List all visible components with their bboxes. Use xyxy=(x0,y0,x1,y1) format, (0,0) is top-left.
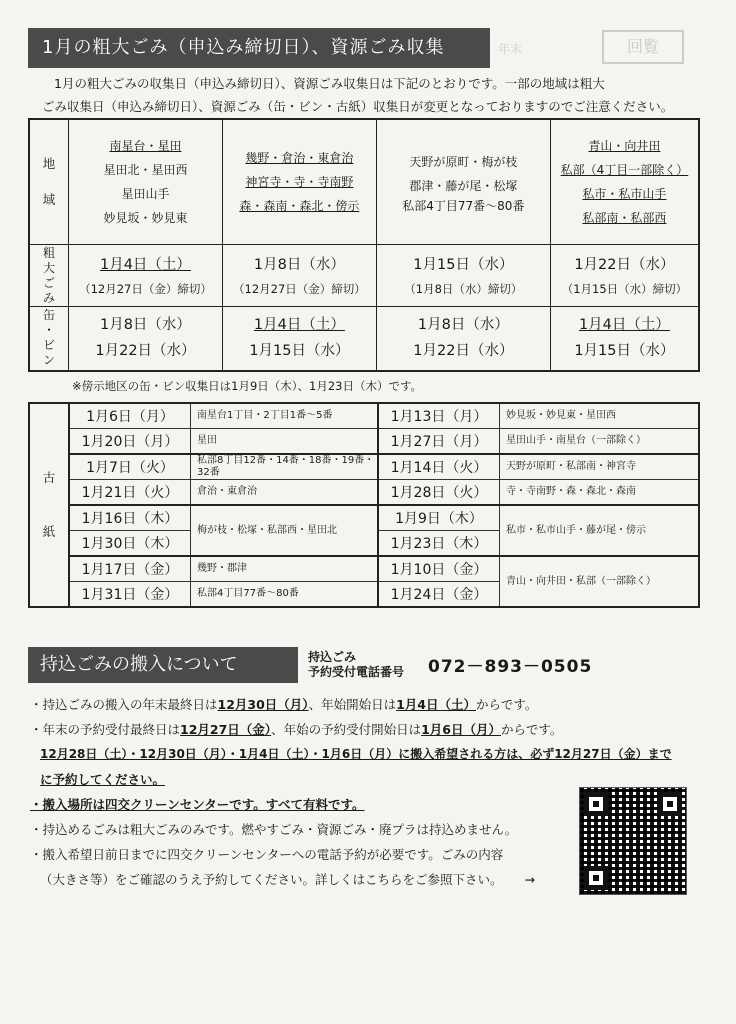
intro-line: ごみ収集日（申込み締切日）、資源ごみ（缶・ビン・古紙）収集日が変更となっておりますのでご注意ください。 xyxy=(42,99,674,114)
koshi-date: 1月6日（月） xyxy=(69,403,191,429)
bullet-item xyxy=(30,717,710,742)
can-cell xyxy=(69,307,223,371)
sodai-deadline: （1月8日（水）締切） xyxy=(404,281,523,296)
can-cell xyxy=(550,307,699,371)
koshi-date: 1月28日（火） xyxy=(378,480,500,506)
qr-finder xyxy=(658,792,682,816)
row-label-can: 缶 ・ ビ ン xyxy=(29,307,69,371)
bullet-item: ・搬入場所は四交クリーンセンターです。すべて有料です。 xyxy=(30,797,365,812)
can-date: 1月15日（水） xyxy=(249,343,350,360)
qr-code[interactable] xyxy=(579,787,687,895)
koshi-date: 1月24日（金） xyxy=(378,582,500,608)
area-name: 私部4丁目77番～80番 xyxy=(402,199,525,213)
sodai-deadline: （12月27日（金）締切） xyxy=(233,281,366,296)
koshi-area: 倉治・東倉治 xyxy=(191,480,379,506)
bullet-text: 、年始の予約受付開始日は xyxy=(271,722,422,737)
bullet-item: ・持込めるごみは粗大ごみのみです。燃やすごみ・資源ごみ・廃プラは持込めません。 xyxy=(30,822,518,837)
koshi-date: 1月16日（木） xyxy=(69,505,191,531)
area-name: 郡津・藤が尾・松塚 xyxy=(409,179,518,193)
qr-finder xyxy=(584,866,608,890)
koshi-date: 1月30日（木） xyxy=(69,531,191,557)
can-date: 1月4日（土） xyxy=(578,317,670,334)
sodai-date: 1月22日（水） xyxy=(574,256,675,273)
area-name: 青山・向井田 xyxy=(588,139,661,153)
page-title: 1月の粗大ごみ（申込み締切日）、資源ごみ収集 xyxy=(28,28,490,68)
area-name: 私部南・私部西 xyxy=(582,211,667,225)
koshi-date: 1月7日（火） xyxy=(69,454,191,480)
koshi-area: 南星台1丁目・2丁目1番～5番 xyxy=(191,403,379,429)
arrow-icon: → xyxy=(524,872,535,887)
koshi-date: 1月10日（金） xyxy=(378,556,500,582)
koshi-date: 1月9日（木） xyxy=(378,505,500,531)
koshi-area: 私部8丁目12番・14番・18番・19番・32番 xyxy=(191,454,379,480)
area-name: 私市・私市山手 xyxy=(582,187,667,201)
bullet-date: 12月30日（月） xyxy=(217,697,309,712)
sodai-date: 1月8日（水） xyxy=(253,256,345,273)
koshi-date: 1月13日（月） xyxy=(378,403,500,429)
bullet-warning: に予約してください。 xyxy=(40,772,166,787)
area-name: 私部（4丁目一部除く） xyxy=(560,163,689,177)
area-name: 星田山手 xyxy=(121,187,170,201)
can-cell xyxy=(376,307,550,371)
sodai-cell xyxy=(69,245,223,307)
koshi-area: 星田山手・南星台（一部除く） xyxy=(500,429,700,455)
bullet-item: ・搬入希望日前日までに四交クリーンセンターへの電話予約が必要です。ごみの内容 xyxy=(30,847,504,862)
area-name: 星田北・星田西 xyxy=(103,163,188,177)
koshi-date: 1月27日（月） xyxy=(378,429,500,455)
bleed-text: 年末 xyxy=(498,42,523,56)
area-name: 南星台・星田 xyxy=(109,139,182,153)
area-name: 天野が原町・梅が枝 xyxy=(409,155,518,169)
koshi-area: 私市・私市山手・藤が尾・傍示 xyxy=(500,505,700,556)
area-cell xyxy=(222,119,376,245)
koshi-area: 天野が原町・私部南・神宮寺 xyxy=(500,454,700,480)
bullet-warning: 12月28日（土）・12月30日（月）・1月4日（土）・1月6日（月）に搬入希望される方は、必ず12月27日（金）まで xyxy=(40,747,672,761)
sodai-cell xyxy=(222,245,376,307)
area-cell xyxy=(376,119,550,245)
intro-text xyxy=(42,72,702,118)
area-cell xyxy=(69,119,223,245)
bullet-text: からです。 xyxy=(475,697,538,712)
bullet-text: ・持込ごみの搬入の年末最終日は xyxy=(30,697,218,712)
sodai-deadline: （12月27日（金）締切） xyxy=(79,281,212,296)
can-date: 1月22日（水） xyxy=(95,343,196,360)
section-title-mochikomi: 持込ごみの搬入について xyxy=(28,647,298,683)
sodai-cell xyxy=(376,245,550,307)
area-name: 神宮寺・寺・寺南野 xyxy=(245,175,354,189)
koshi-date: 1月17日（金） xyxy=(69,556,191,582)
koshi-date: 1月23日（木） xyxy=(378,531,500,557)
can-cell xyxy=(222,307,376,371)
area-cell xyxy=(550,119,699,245)
row-label-sodai: 粗 大 ご み xyxy=(29,245,69,307)
bullet-date: 12月27日（金） xyxy=(180,722,272,737)
sodai-date: 1月15日（水） xyxy=(413,256,514,273)
sodai-date: 1月4日（土） xyxy=(99,256,191,273)
bullet-text: ・年末の予約受付最終日は xyxy=(30,722,181,737)
koshi-area: 星田 xyxy=(191,429,379,455)
koshi-schedule-table xyxy=(28,402,700,608)
intro-line: 1月の粗大ごみの収集日（申込み締切日）、資源ごみ収集日は下記のとおりです。一部の地域は粗大 xyxy=(54,76,605,91)
area-name: 幾野・倉治・東倉治 xyxy=(245,151,354,165)
koshi-area: 青山・向井田・私部（一部除く） xyxy=(500,556,700,607)
area-name: 妙見坂・妙見東 xyxy=(103,211,188,225)
koshi-date: 1月20日（月） xyxy=(69,429,191,455)
koshi-area: 妙見坂・妙見東・星田西 xyxy=(500,403,700,429)
koshi-date: 1月31日（金） xyxy=(69,582,191,608)
bullet-date: 1月6日（月） xyxy=(421,722,501,737)
bullet-text: 、年始開始日は xyxy=(308,697,397,712)
kairan-stamp: 回覧 xyxy=(602,30,684,64)
koshi-area: 寺・寺南野・森・森北・森南 xyxy=(500,480,700,506)
sodai-cell xyxy=(550,245,699,307)
bullet-date: 1月4日（土） xyxy=(396,697,476,712)
tel-label-line: 予約受付電話番号 xyxy=(308,665,405,679)
tel-label-line: 持込ごみ xyxy=(308,650,357,664)
hoji-note: ※傍示地区の缶・ビン収集日は1月9日（木）、1月23日（木）です。 xyxy=(72,379,423,393)
bullet-text: （大きさ等）をご確認のうえ予約してください。詳しくはこちらをご参照下さい。 xyxy=(40,872,503,887)
koshi-area: 梅が枝・松塚・私部西・星田北 xyxy=(191,505,379,556)
sodai-schedule-table xyxy=(28,118,700,372)
can-date: 1月8日（水） xyxy=(417,317,509,334)
tel-number: 072－893－0505 xyxy=(428,657,593,677)
row-label-koshi: 古 紙 xyxy=(29,403,69,607)
koshi-area: 私部4丁目77番～80番 xyxy=(191,582,379,608)
can-date: 1月15日（水） xyxy=(574,343,675,360)
koshi-area: 幾野・郡津 xyxy=(191,556,379,582)
can-date: 1月8日（水） xyxy=(99,317,191,334)
koshi-date: 1月21日（火） xyxy=(69,480,191,506)
koshi-date: 1月14日（火） xyxy=(378,454,500,480)
qr-finder xyxy=(584,792,608,816)
bullet-item xyxy=(30,692,710,717)
bullet-text: からです。 xyxy=(500,722,563,737)
can-date: 1月4日（土） xyxy=(253,317,345,334)
can-date: 1月22日（水） xyxy=(413,343,514,360)
tel-label xyxy=(308,650,404,680)
row-label-area: 地 域 xyxy=(29,119,69,245)
sodai-deadline: （1月15日（水）締切） xyxy=(561,281,688,296)
area-name: 森・森南・森北・傍示 xyxy=(239,199,360,213)
